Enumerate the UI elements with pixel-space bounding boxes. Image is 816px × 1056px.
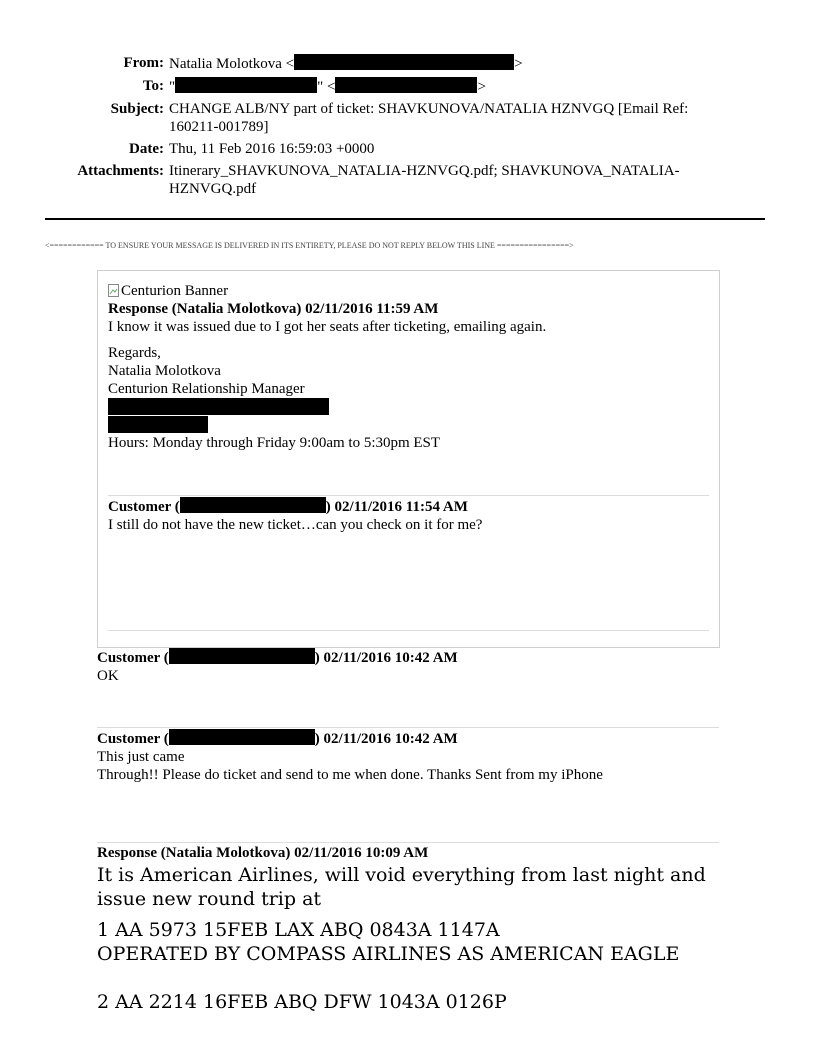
attachments-label: Attachments: [77, 163, 164, 179]
from-row [60, 54, 740, 73]
email-header [60, 54, 740, 202]
header-divider [45, 218, 765, 220]
flight-segment-1: 1 AA 5973 15FEB LAX ABQ 0843A 1147A [97, 919, 500, 941]
reply-notice: <============ TO ENSURE YOUR MESSAGE IS DELIVERED IN ITS ENTIRETY, PLEASE DO NOT REPLY BELOW THIS LINE ================> [45, 241, 574, 250]
customer-message [97, 648, 719, 685]
from-close: > [514, 56, 523, 72]
redacted-email [108, 416, 208, 433]
to-value [169, 77, 740, 96]
redacted-customer-name [169, 729, 315, 745]
message-body-line: Through!! Please do ticket and send to me when done. Thanks Sent from my iPhone [97, 767, 603, 783]
redacted-email [294, 54, 514, 70]
redacted-customer-name [180, 497, 326, 513]
redacted-email [335, 77, 477, 93]
message-separator [108, 630, 709, 631]
broken-image-icon [108, 284, 120, 298]
message-timestamp: ) 02/11/2016 11:54 AM [325, 499, 468, 515]
message-box-content [108, 282, 709, 631]
customer-message [97, 729, 719, 784]
to-row [60, 77, 740, 96]
message-body: OK [97, 668, 119, 684]
regards-text: Regards, [108, 345, 161, 361]
response-intro: It is American Airlines, will void everything from last night and issue new round trip at [97, 864, 706, 910]
message-body: I know it was issued due to I got her seats after ticketing, emailing again. [108, 319, 547, 335]
hours-text: Hours: Monday through Friday 9:00am to 5:30pm EST [108, 435, 441, 451]
from-name: Natalia Molotkova < [169, 56, 295, 72]
message-timestamp: ) 02/11/2016 10:42 AM [314, 650, 458, 666]
to-quote-close: " < [317, 79, 336, 95]
redacted-phone [108, 398, 329, 415]
from-label: From: [123, 55, 164, 71]
message-header: Response (Natalia Molotkova) 02/11/2016 10:09 AM [97, 845, 429, 861]
message-separator [108, 495, 709, 496]
message-separator [97, 842, 719, 843]
message-separator [97, 727, 719, 728]
date-row [60, 140, 740, 158]
sender-label: Customer ( [97, 650, 169, 666]
sender-label: Customer ( [108, 499, 180, 515]
subject-label: Subject: [110, 101, 164, 117]
message-timestamp: ) 02/11/2016 10:42 AM [314, 731, 458, 747]
sender-label: Customer ( [97, 731, 169, 747]
redacted-name [175, 77, 317, 93]
banner-image-placeholder [108, 282, 709, 300]
attachments-row [60, 162, 740, 198]
attachments-value[interactable]: Itinerary_SHAVKUNOVA_NATALIA-HZNVGQ.pdf; SHAVKUNOVA_NATALIA-HZNVGQ.pdf [169, 163, 680, 197]
signature-title: Centurion Relationship Manager [108, 381, 305, 397]
date-value: Thu, 11 Feb 2016 16:59:03 +0000 [169, 141, 375, 157]
message-header [108, 497, 709, 516]
banner-alt-text: Centurion Banner [121, 283, 229, 299]
agent-response [97, 844, 719, 1014]
to-label: To: [142, 78, 164, 94]
message-body-line: This just came [97, 749, 185, 765]
signature-name: Natalia Molotkova [108, 363, 221, 379]
date-label: Date: [129, 141, 164, 157]
from-value [169, 54, 740, 73]
message-header [97, 729, 719, 748]
subject-value: CHANGE ALB/NY part of ticket: SHAVKUNOVA/NATALIA HZNVGQ [Email Ref: 160211-001789] [169, 101, 689, 135]
flight-segment-1-note: OPERATED BY COMPASS AIRLINES AS AMERICAN EAGLE [97, 943, 680, 965]
to-quote-open: " [169, 79, 176, 95]
flight-segment-2: 2 AA 2214 16FEB ABQ DFW 1043A 0126P [97, 991, 507, 1013]
to-close: > [477, 79, 486, 95]
message-body: I still do not have the new ticket…can you check on it for me? [108, 517, 483, 533]
message-header: Response (Natalia Molotkova) 02/11/2016 11:59 AM [108, 301, 439, 317]
message-box [97, 270, 720, 648]
subject-row [60, 100, 740, 136]
message-header [97, 648, 719, 667]
redacted-customer-name [169, 648, 315, 664]
